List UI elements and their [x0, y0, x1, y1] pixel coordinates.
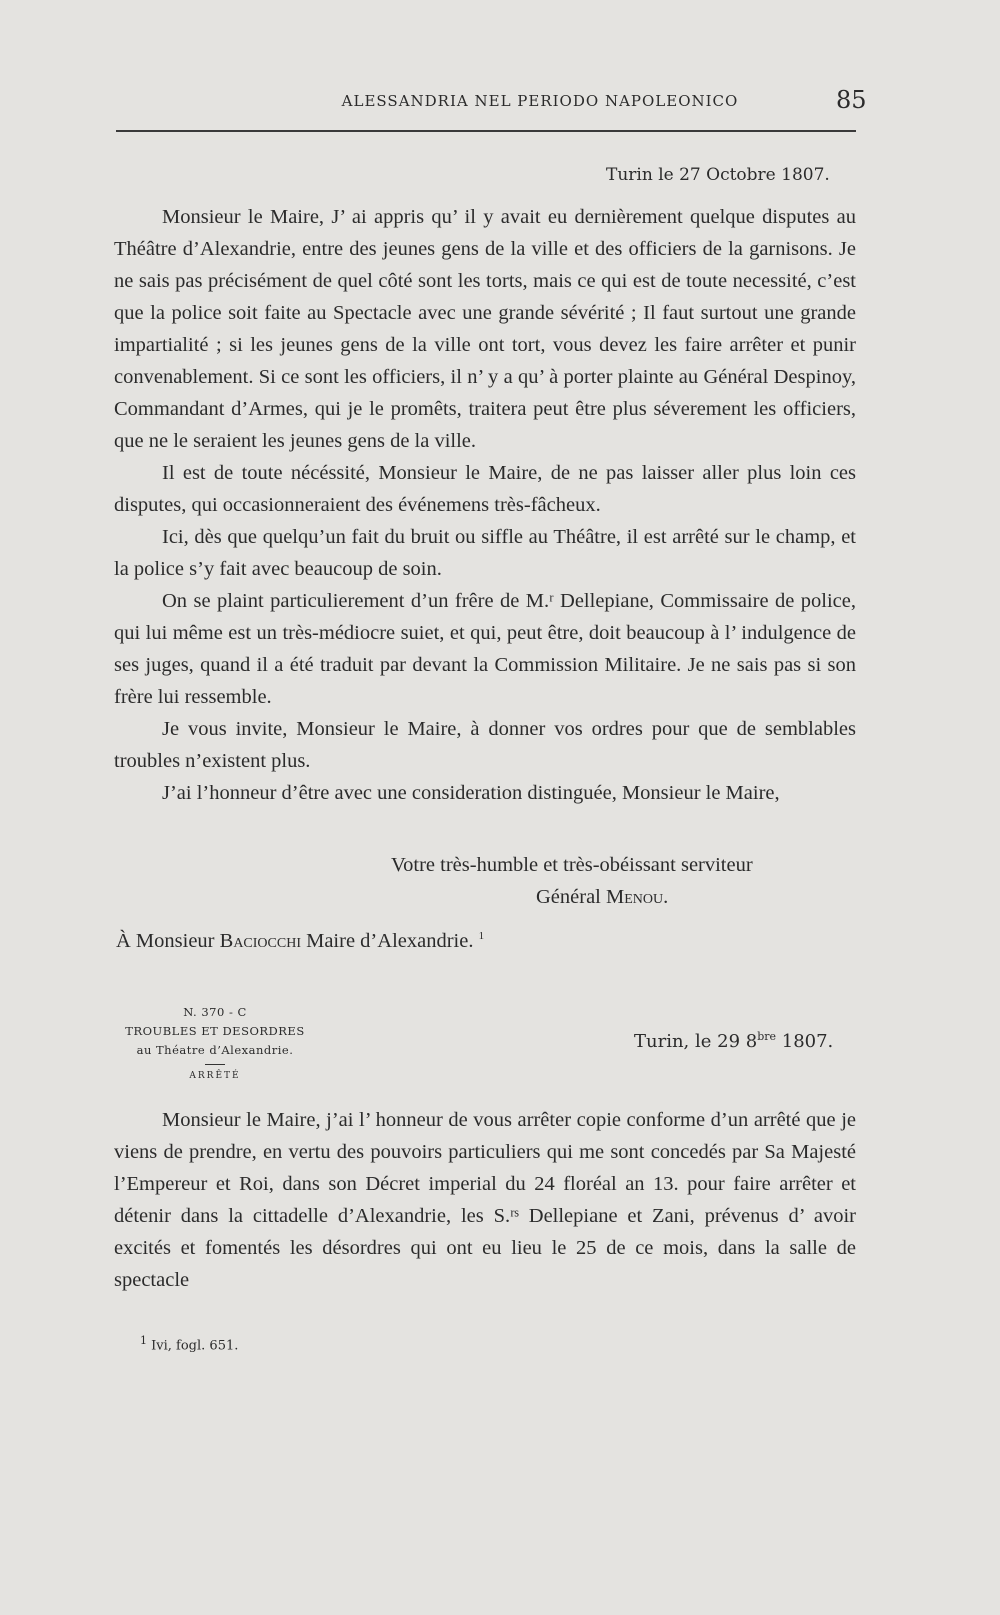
letter-closing: Votre très-humble et très-obéissant serviteur — [391, 854, 753, 876]
letter-paragraph: Ici, dès que quelqu’un fait du bruit ou siffle au Théâtre, il est arrêté sur le champ, et la police s’y fait avec beaucoup de soin. — [114, 526, 856, 580]
letter-paragraph: J’ai l’honneur d’être avec une consideration distinguée, Monsieur le Maire, — [162, 782, 780, 804]
footnote-text: Ivi, fogl. 651. — [151, 1338, 239, 1354]
letter-paragraph: Il est de toute nécéssité, Monsieur le Maire, de ne pas laisser aller plus loin ces disputes, qui occasionneraient des événemens très-fâcheux. — [114, 462, 856, 516]
address-prefix: À Monsieur — [116, 930, 215, 952]
document2-dateline — [634, 1030, 833, 1052]
dateline-text: Turin, le 29 8 — [634, 1031, 758, 1052]
letter-signature — [536, 886, 668, 909]
letter-body — [114, 201, 856, 809]
running-head: ALESSANDRIA NEL PERIODO NAPOLEONICO — [341, 92, 739, 110]
marginal-subtitle: au Théatre d’Alexandrie. — [136, 1043, 294, 1057]
dateline-superscript: bre — [757, 1030, 777, 1043]
letter-paragraph: On se plaint particulierement d’un frêre de M.ʳ Dellepiane, Commissaire de police, qui lui même est un très-médiocre suiet, et qui, peut être, doit beaucoup à l’ indulgence de ses juges, quand il a été traduit par devant la Commission Militaire. Je ne sais pas si son frère lui ressemble. — [114, 590, 856, 708]
marginal-note — [110, 1003, 320, 1086]
document2-paragraph: Monsieur le Maire, j’ai l’ honneur de vous arrêter copie conforme d’un arrêté que je viens de prendre, en vertu des pouvoirs particuliers qui me sont concedés par Sa Majesté l’Empereur et Roi, dans son Décret imperial du 24 floréal an 13. pour faire arrêter et détenir dans la cittadelle d’Alexandrie, les S.ʳˢ Dellepiane et Zani, prévenus d’ avoir excités et fomentés les désordres qui ont eu lieu le 25 de ce mois, dans la salle de spectacle — [114, 1109, 856, 1291]
document2-body — [114, 1104, 856, 1296]
marginal-label: ARRÊTÉ — [189, 1071, 241, 1081]
marginal-dash — [205, 1064, 225, 1065]
marginal-title: TROUBLES ET DESORDRES — [125, 1024, 305, 1038]
footnote-reference: 1 — [478, 930, 485, 943]
signature-title: Général — [536, 886, 601, 908]
letter-paragraph: Monsieur le Maire, J’ ai appris qu’ il y avait eu dernièrement quelque disputes au Théâtre d’Alexandrie, entre des jeunes gens de la ville et des officiers de la garnisons. Je ne sais pas précisément de quel côté sont les torts, mais ce qui est de toute necessité, c’est que la police soit faite au Spectacle avec une grande sévérité ; Il faut surtout une grande impartialité ; si les jeunes gens de la ville ont tort, vous devez les faire arrêter et punir convenablement. Si ce sont les officiers, il n’ y a qu’ à porter plainte au Général Despinoy, Commandant d’Armes, qui je le promêts, traitera peut être plus séverement les officiers, que ne le seraient les jeunes gens de la ville. — [114, 206, 856, 452]
page-number: 85 — [836, 86, 867, 114]
footnote — [140, 1334, 238, 1353]
header-rule — [116, 130, 856, 132]
marginal-number: N. 370 - C — [183, 1005, 247, 1019]
address-name: Baciocchi — [219, 930, 301, 952]
address-suffix: Maire d’Alexandrie. — [306, 930, 474, 952]
signature-name: Menou. — [606, 886, 669, 908]
dateline-year: 1807. — [776, 1031, 834, 1052]
footnote-number: 1 — [140, 1334, 147, 1347]
letter-paragraph: Je vous invite, Monsieur le Maire, à donner vos ordres pour que de semblables troubles n’existent plus. — [114, 718, 856, 772]
letter-dateline: Turin le 27 Octobre 1807. — [606, 165, 830, 185]
letter-address — [116, 930, 484, 953]
